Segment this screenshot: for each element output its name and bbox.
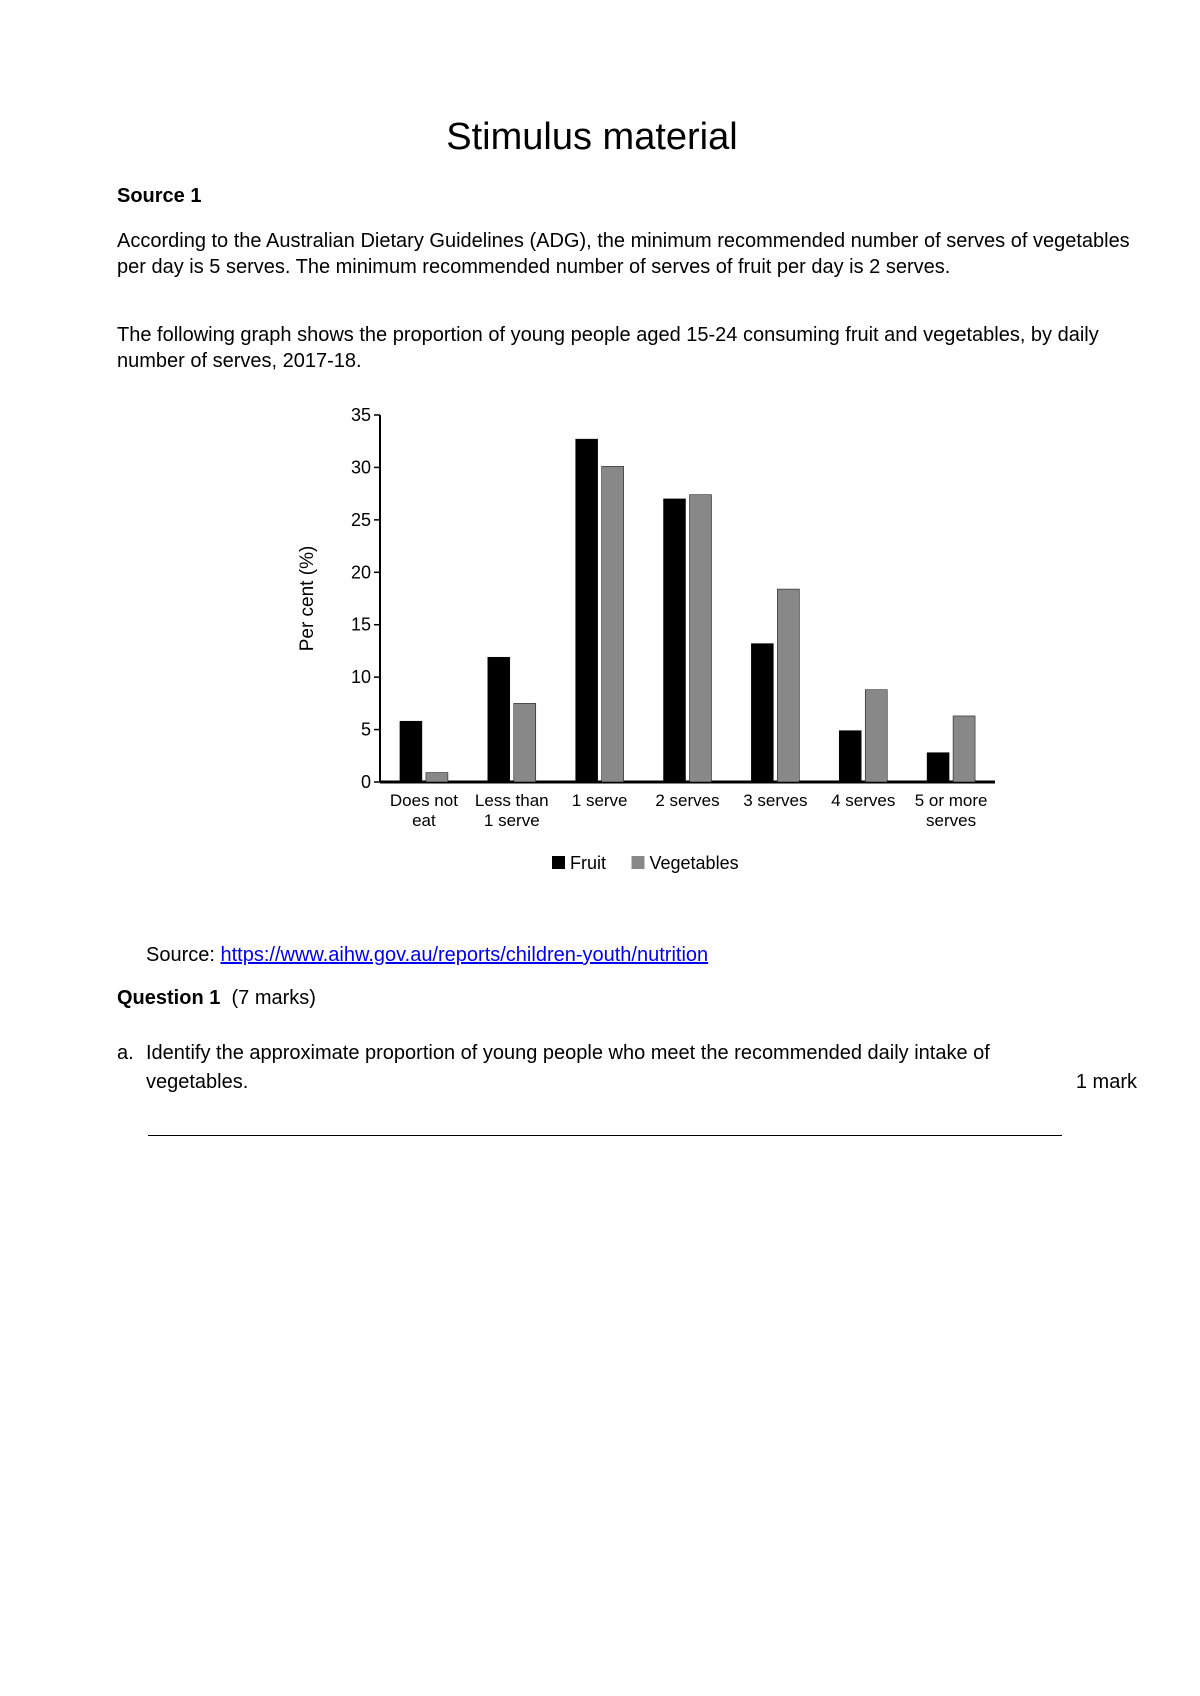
serves-bar-chart [250,395,1010,895]
question-title: Question 1 [117,987,221,1009]
bar-vegetables-1 [514,703,536,782]
y-tick-label: 0 [360,772,371,792]
y-tick-label: 35 [350,405,371,425]
guidelines-paragraph: According to the Australian Dietary Guidelines (ADG), the minimum recommended number of serves of vegetables per day is 5 serves. The minimum recommended number of serves of fruit per day is 2 serves. [117,230,1130,278]
bar-vegetables-3 [690,495,712,782]
bar-vegetables-0 [426,773,448,782]
part-letter: a. [117,1042,134,1064]
x-tick-label: 3 serves [743,791,808,810]
x-tick-label: 2 serves [655,791,720,810]
graph-intro-paragraph: The following graph shows the proportion of young people aged 15-24 consuming fruit and vegetables, by daily number of serves, 2017-18. [117,324,1099,372]
page-title: Stimulus material [446,116,738,158]
bar-vegetables-6 [953,716,975,782]
bar-vegetables-5 [865,690,887,782]
bar-vegetables-2 [602,466,624,782]
question-marks: (7 marks) [231,987,316,1009]
answer-line[interactable] [148,1135,1062,1136]
x-tick-label: 1 serve [483,811,540,830]
x-tick-label: 4 serves [831,791,896,810]
bar-fruit-6 [927,753,949,782]
y-axis-label: Per cent (%) [297,545,318,652]
y-tick-label: 25 [350,509,371,530]
x-tick-label: serves [926,811,977,830]
source-link[interactable]: https://www.aihw.gov.au/reports/children-youth/nutrition [220,944,709,966]
x-tick-label: Less than [474,791,549,810]
bar-fruit-2 [576,439,598,782]
source-heading: Source 1 [117,185,202,207]
part-text: Identify the approximate proportion of young people who meet the recommended daily intake of vegetables. [146,1042,990,1093]
y-tick-label: 5 [360,719,371,740]
legend-swatch-vegetables [632,856,645,869]
x-tick-label: Does not [389,791,458,810]
y-tick-label: 10 [350,667,371,688]
x-tick-label: eat [412,811,436,830]
legend-label-vegetables: Vegetables [649,853,739,873]
question-heading [117,987,316,1010]
source-label: Source: [146,944,221,966]
bar-fruit-5 [839,731,861,782]
source-line [146,944,708,967]
y-tick-label: 15 [350,614,371,635]
bar-fruit-1 [488,657,510,782]
part-marks: 1 mark [1075,1071,1137,1093]
x-tick-label: 5 or more [914,791,988,810]
bar-fruit-4 [751,644,773,782]
y-tick-label: 30 [350,457,371,478]
x-tick-label: 1 serve [571,791,628,810]
bar-fruit-0 [400,721,422,782]
legend-swatch-fruit [552,856,565,869]
bar-vegetables-4 [777,589,799,782]
legend-label-fruit: Fruit [570,853,606,873]
bar-fruit-3 [664,499,686,782]
y-tick-label: 20 [350,562,371,583]
